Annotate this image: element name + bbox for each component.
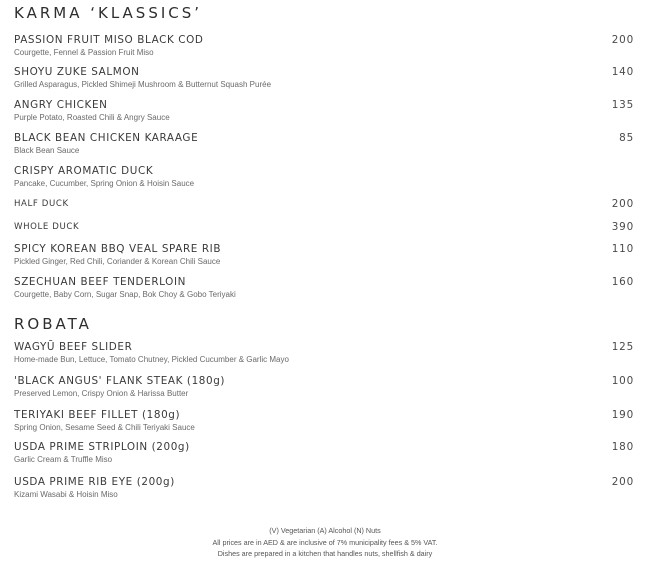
menu-item-variant [14,221,634,234]
item-price: 140 [611,66,634,78]
item-description: Grilled Asparagus, Pickled Shimeji Mushroom & Butternut Squash Purée [14,80,272,89]
item-description: Kizami Wasabi & Hoisin Miso [14,490,118,499]
menu-item [14,341,634,365]
item-name: PASSION FRUIT MISO BLACK COD [14,34,204,46]
dietary-legend: (V) Vegetarian (A) Alcohol (N) Nuts [269,526,381,535]
item-price: 180 [611,441,634,453]
item-description: Home-made Bun, Lettuce, Tomato Chutney, Pickled Cucumber & Garlic Mayo [14,355,289,364]
item-name: SPICY KOREAN BBQ VEAL SPARE RIB [14,243,222,255]
item-name: HALF DUCK [14,199,69,209]
item-name: SHOYU ZUKE SALMON [14,66,140,78]
item-name: SZECHUAN BEEF TENDERLOIN [14,276,186,288]
item-price: 85 [619,132,634,144]
item-name: 'BLACK ANGUS' FLANK STEAK (180g) [14,375,226,387]
item-description: Garlic Cream & Truffle Miso [14,455,113,464]
item-price: 160 [611,276,634,288]
item-price: 390 [611,221,634,233]
item-price: 200 [611,34,634,46]
menu-item [14,409,634,433]
item-description: Pancake, Cucumber, Spring Onion & Hoisin Sauce [14,179,195,188]
item-name: TERIYAKI BEEF FILLET (180g) [14,409,181,421]
menu-item [14,132,634,156]
menu-item [14,375,634,399]
menu-item [14,99,634,123]
item-name: BLACK BEAN CHICKEN KARAAGE [14,132,199,144]
menu-item [14,66,634,90]
section-title-robata: ROBATA [14,315,92,333]
prices-note: All prices are in AED & are inclusive of 7% municipality fees & 5% VAT. [212,537,438,547]
item-price: 190 [611,409,634,421]
menu-item-variant [14,198,634,211]
menu-item [14,243,634,267]
item-name: CRISPY AROMATIC DUCK [14,165,154,177]
item-price: 135 [611,99,634,111]
item-description: Purple Potato, Roasted Chili & Angry Sauce [14,113,170,122]
item-price: 200 [611,476,634,488]
item-price: 200 [611,198,634,210]
kitchen-note: Dishes are prepared in a kitchen that handles nuts, shellfish & dairy [217,549,433,558]
menu-footer [0,525,650,560]
item-name: USDA PRIME STRIPLOIN (200g) [14,441,190,453]
item-description: Courgette, Fennel & Passion Fruit Miso [14,48,154,57]
menu-item [14,476,634,500]
item-description: Black Bean Sauce [14,146,80,155]
section-title-klassics: KARMA ‘KLASSICS’ [14,4,203,22]
menu-item [14,276,634,300]
item-description: Pickled Ginger, Red Chili, Coriander & Korean Chili Sauce [14,257,221,266]
menu-item [14,34,634,58]
item-price: 125 [611,341,634,353]
menu-item [14,165,634,189]
item-name: WAGYŪ BEEF SLIDER [14,341,133,353]
item-name: USDA PRIME RIB EYE (200g) [14,476,175,488]
item-price: 110 [611,243,634,255]
item-description: Courgette, Baby Corn, Sugar Snap, Bok Choy & Gobo Teriyaki [14,290,236,299]
item-name: WHOLE DUCK [14,222,80,232]
item-description: Preserved Lemon, Crispy Onion & Harissa Butter [14,389,189,398]
menu-item [14,441,634,465]
item-price: 100 [611,375,634,387]
item-description: Spring Onion, Sesame Seed & Chili Teriyaki Sauce [14,423,195,432]
item-name: ANGRY CHICKEN [14,99,108,111]
